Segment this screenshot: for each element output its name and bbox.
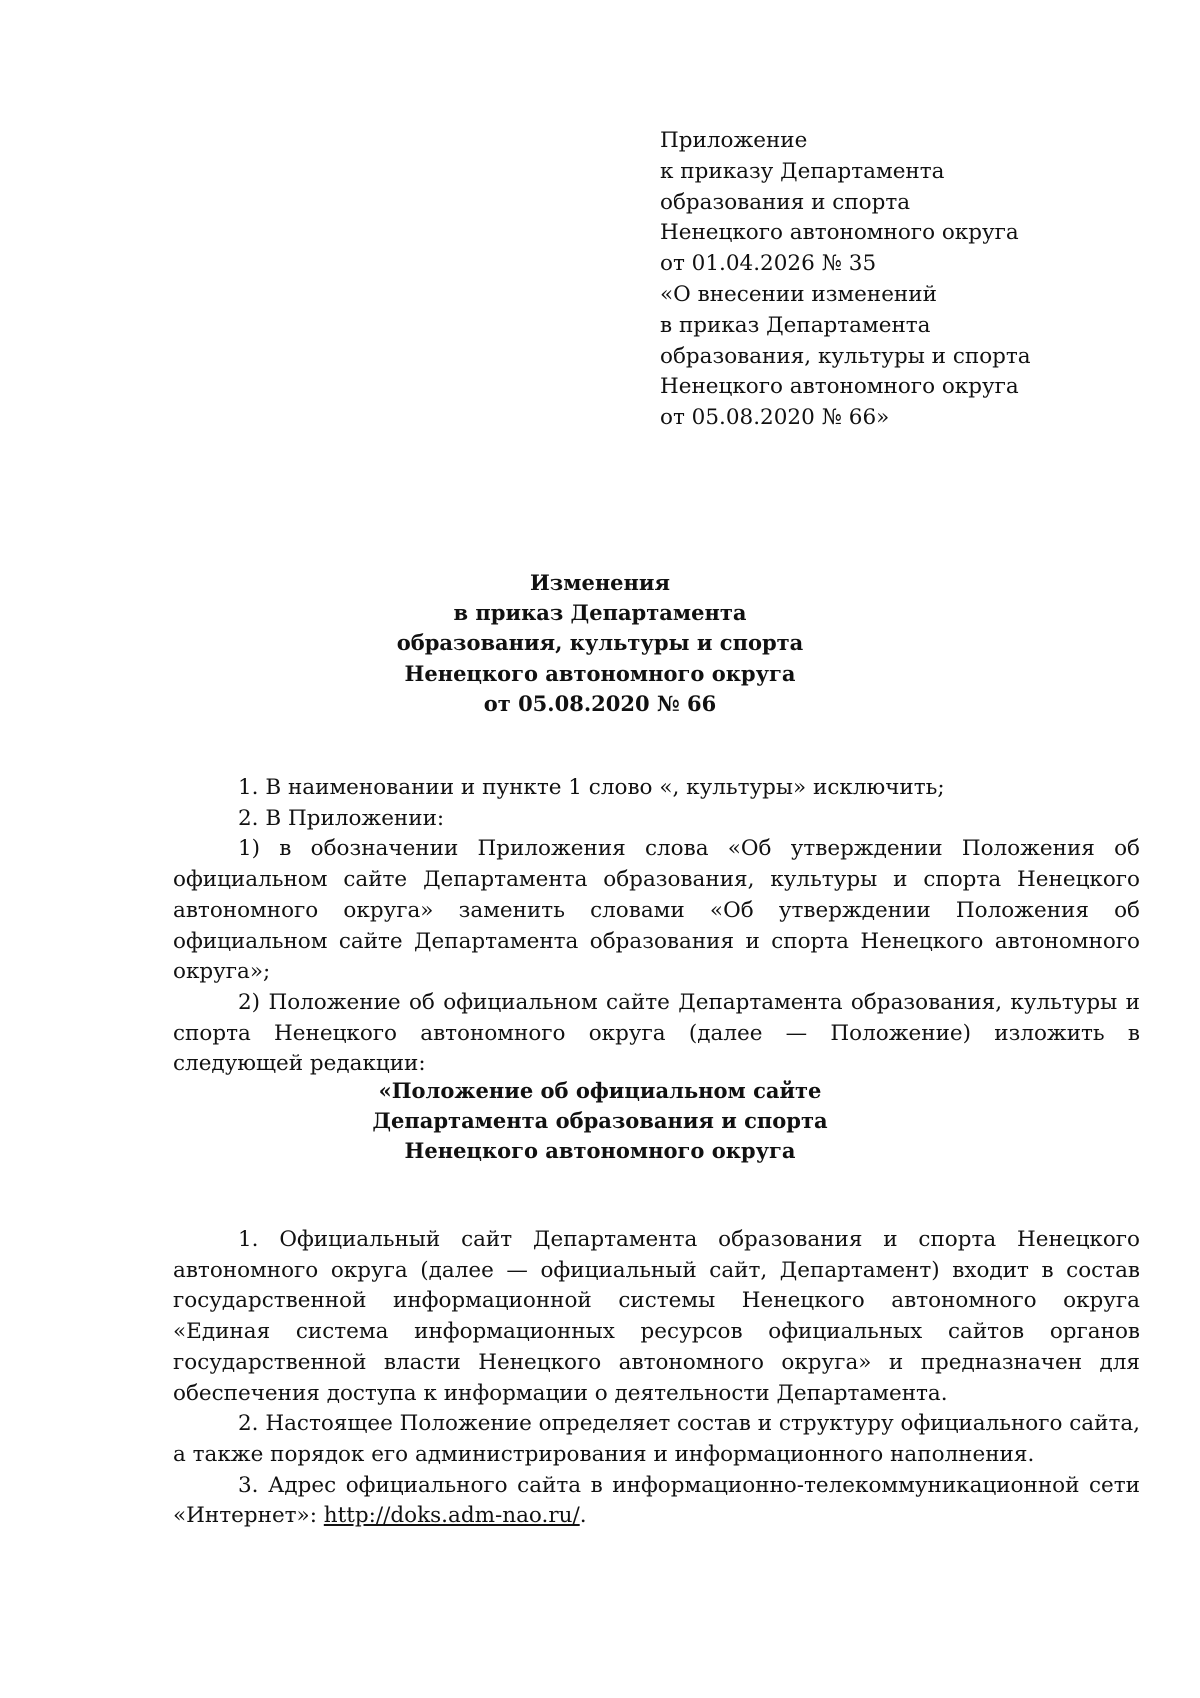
regulation-body bbox=[173, 1225, 1140, 1532]
appendix-line: от 01.04.2026 № 35 bbox=[660, 251, 877, 277]
appendix-line: «О внесении изменений bbox=[660, 281, 937, 307]
change-subitem-2: 2) Положение об официальном сайте Департамента образования, культуры и спорта Ненецкого автономного округа (далее — Положение) изложить в следующей редакции: bbox=[173, 989, 1140, 1077]
changes-title bbox=[0, 568, 1200, 719]
regulation-paragraph-1: 1. Официальный сайт Департамента образования и спорта Ненецкого автономного округа (далее — официальный сайт, Департамент) входит в состав государственной информационной системы Ненецкого автономного округа «Единая система информационных ресурсов официальных сайтов органов государственной власти Ненецкого автономного округа» и предназначен для обеспечения доступа к информации о деятельности Департамента. bbox=[173, 1227, 1140, 1406]
regulation-title bbox=[0, 1076, 1200, 1167]
changes-title-line: Изменения bbox=[529, 570, 671, 595]
change-subitem-1: 1) в обозначении Приложения слова «Об утверждении Положения об официальном сайте Департамента образования, культуры и спорта Ненецкого автономного округа» заменить словами «Об утверждении Положения об официальном сайте Департамента образования и спорта Ненецкого автономного округа»; bbox=[173, 836, 1140, 985]
regulation-title-line: «Положение об официальном сайте bbox=[378, 1078, 822, 1103]
appendix-line: Приложение bbox=[660, 128, 808, 153]
appendix-line: от 05.08.2020 № 66» bbox=[660, 405, 890, 431]
appendix-line: к приказу Департамента bbox=[660, 158, 945, 184]
changes-title-line: в приказ Департамента bbox=[453, 600, 747, 626]
changes-title-line: от 05.08.2020 № 66 bbox=[483, 690, 717, 716]
regulation-paragraph-3-text: 3. Адрес официального сайта в информационно-телекоммуникационной сети «Интернет»: bbox=[173, 1472, 1140, 1529]
appendix-line: Ненецкого автономного округа bbox=[660, 374, 1019, 400]
changes-body bbox=[173, 773, 1140, 1080]
changes-title-line: Ненецкого автономного округа bbox=[404, 660, 796, 686]
regulation-paragraph-2: 2. Настоящее Положение определяет состав и структуру официального сайта, а также порядок его администрирования и информационного наполнения. bbox=[173, 1411, 1140, 1467]
regulation-title-line: Ненецкого автономного округа bbox=[404, 1138, 796, 1164]
regulation-paragraph-3 bbox=[173, 1471, 1140, 1532]
appendix-line: образования, культуры и спорта bbox=[660, 343, 1031, 369]
appendix-header bbox=[660, 126, 1100, 434]
change-item-1: 1. В наименовании и пункте 1 слово «, культуры» исключить; bbox=[238, 775, 945, 800]
appendix-line: в приказ Департамента bbox=[660, 312, 931, 338]
site-address-link[interactable]: http://doks.adm-nao.ru/ bbox=[323, 1503, 580, 1529]
appendix-line: Ненецкого автономного округа bbox=[660, 220, 1019, 246]
appendix-line: образования и спорта bbox=[660, 189, 911, 215]
regulation-paragraph-3-end: . bbox=[579, 1503, 587, 1529]
regulation-title-line: Департамента образования и спорта bbox=[372, 1108, 828, 1134]
change-item-2: 2. В Приложении: bbox=[238, 805, 445, 831]
changes-title-line: образования, культуры и спорта bbox=[396, 630, 804, 656]
